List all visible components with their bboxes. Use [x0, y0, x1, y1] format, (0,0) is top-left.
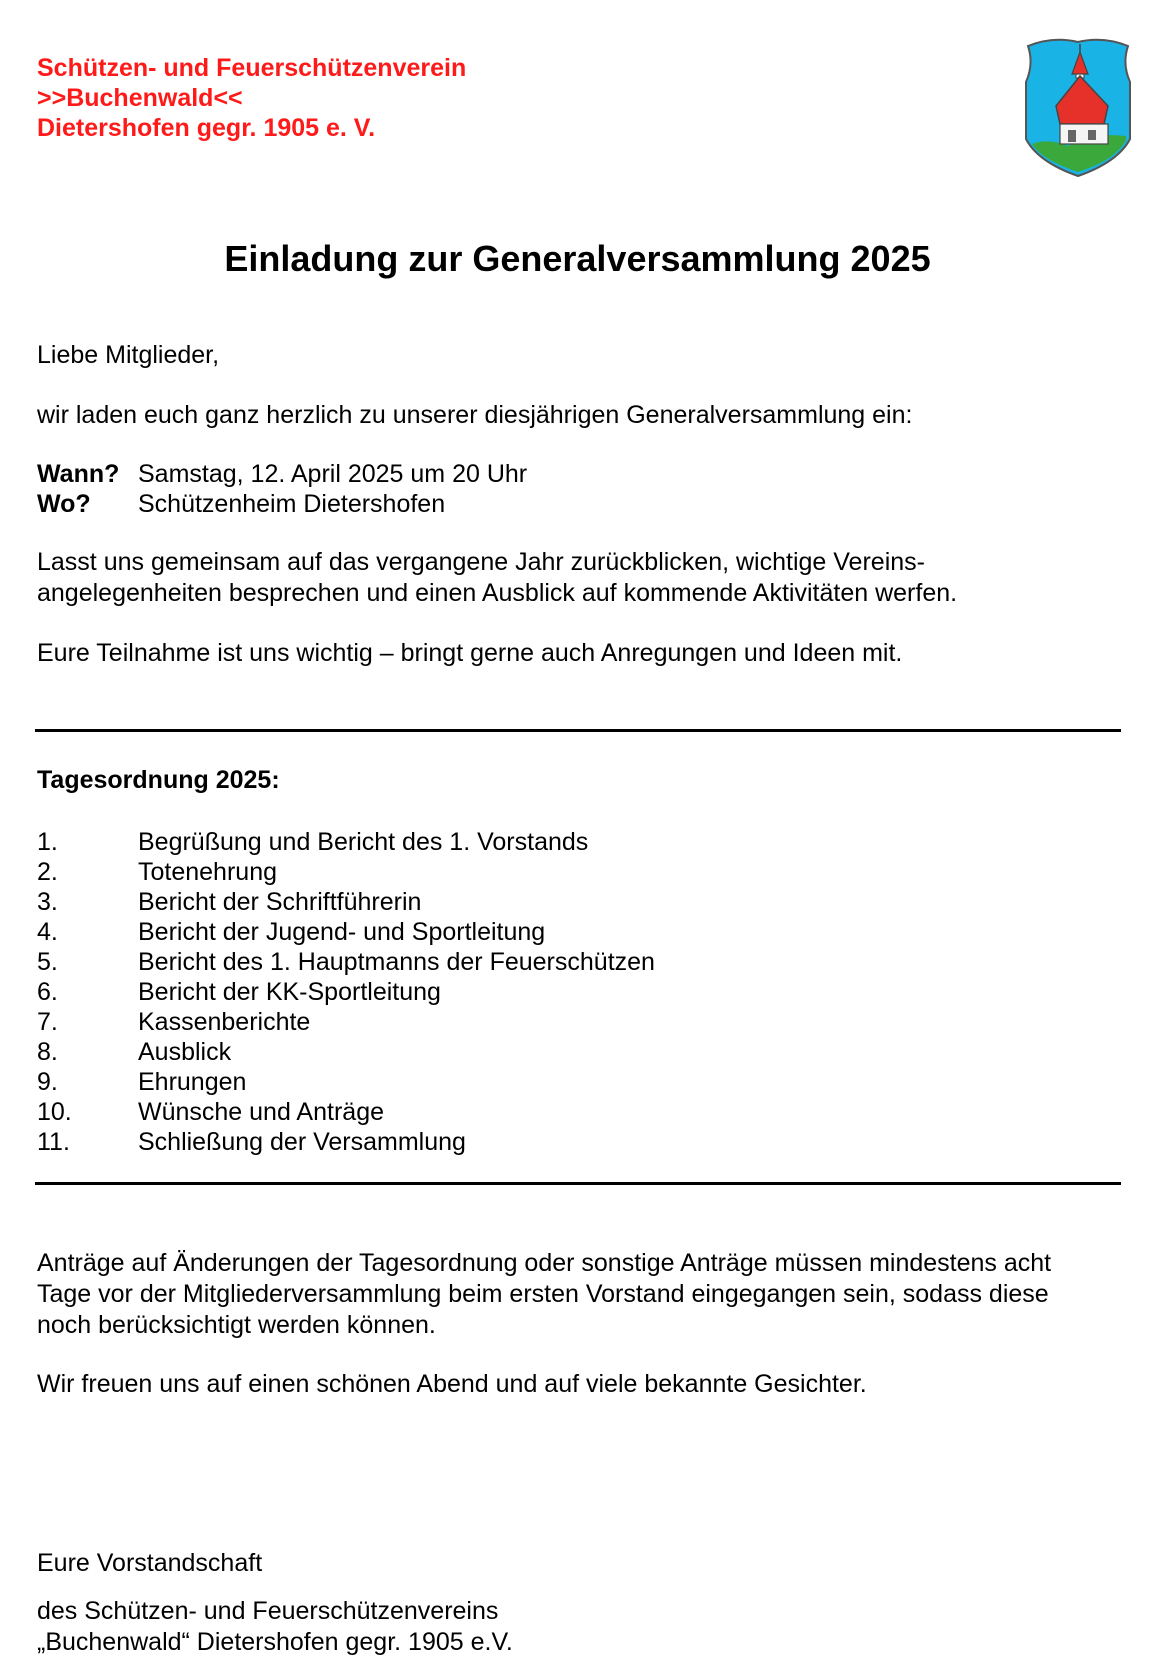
coat-of-arms-icon: [1018, 34, 1138, 182]
divider: [35, 1182, 1121, 1185]
agenda-item-text: Bericht des 1. Hauptmanns der Feuerschützen: [138, 948, 655, 976]
signature-block: [37, 1596, 513, 1658]
agenda-item-number: 11.: [37, 1128, 70, 1156]
agenda-item-text: Bericht der Jugend- und Sportleitung: [138, 918, 546, 946]
agenda-item-text: Schließung der Versammlung: [138, 1128, 466, 1156]
organization-name: Schützen- und Feuerschützenverein: [37, 54, 467, 82]
agenda-item-number: 3.: [37, 888, 58, 916]
where-label: Wo?: [37, 490, 91, 518]
agenda-item-number: 5.: [37, 948, 58, 976]
agenda-item-text: Ausblick: [138, 1038, 232, 1066]
when-value: Samstag, 12. April 2025 um 20 Uhr: [138, 460, 528, 488]
where-row: [37, 489, 527, 519]
agenda-item-number: 2.: [37, 858, 58, 886]
agenda-item-number: 10.: [37, 1098, 72, 1126]
agenda-item: [37, 1127, 655, 1157]
motions-line-2: Tage vor der Mitgliederversammlung beim ersten Vorstand eingegangen sein, sodass diese: [37, 1280, 1049, 1308]
agenda-item: [37, 1067, 655, 1097]
agenda-heading: Tagesordnung 2025:: [37, 766, 280, 794]
agenda-item-text: Totenehrung: [138, 858, 278, 886]
agenda-item-number: 1.: [37, 828, 58, 856]
divider: [35, 729, 1121, 732]
closing-text: Wir freuen uns auf einen schönen Abend und auf viele bekannte Gesichter.: [37, 1370, 867, 1398]
agenda-item-text: Wünsche und Anträge: [138, 1098, 384, 1126]
review-line-1: Lasst uns gemeinsam auf das vergangene Jahr zurückblicken, wichtige Vereins-: [37, 548, 925, 576]
organization-header: [37, 53, 466, 143]
signature-line-3: „Buchenwald“ Dietershofen gegr. 1905 e.V.: [37, 1628, 513, 1656]
agenda-item-number: 6.: [37, 978, 58, 1006]
agenda-list: [37, 827, 655, 1157]
motions-line-3: noch berücksichtigt werden können.: [37, 1311, 436, 1339]
agenda-item: [37, 1037, 655, 1067]
organization-subname: >>Buchenwald<<: [37, 84, 243, 112]
intro-text: wir laden euch ganz herzlich zu unserer diesjährigen Generalversammlung ein:: [37, 401, 913, 429]
motions-paragraph: [37, 1248, 1051, 1341]
agenda-item: [37, 827, 655, 857]
agenda-item: [37, 857, 655, 887]
agenda-item-text: Kassenberichte: [138, 1008, 311, 1036]
agenda-item: [37, 887, 655, 917]
event-details: [37, 459, 527, 519]
agenda-item: [37, 977, 655, 1007]
motions-line-1: Anträge auf Änderungen der Tagesordnung oder sonstige Anträge müssen mindestens acht: [37, 1249, 1052, 1277]
greeting: Liebe Mitglieder,: [37, 341, 220, 369]
agenda-item-text: Bericht der KK-Sportleitung: [138, 978, 441, 1006]
agenda-item: [37, 1097, 655, 1127]
signature-line-2: des Schützen- und Feuerschützenvereins: [37, 1597, 499, 1625]
when-label: Wann?: [37, 460, 120, 488]
review-paragraph: [37, 547, 957, 609]
agenda-item: [37, 1007, 655, 1037]
where-value: Schützenheim Dietershofen: [138, 490, 446, 518]
page-title: Einladung zur Generalversammlung 2025: [224, 238, 931, 279]
agenda-item-text: Ehrungen: [138, 1068, 247, 1096]
agenda-item-number: 8.: [37, 1038, 58, 1066]
when-row: [37, 459, 527, 489]
agenda-item-number: 7.: [37, 1008, 58, 1036]
signature-line-1: Eure Vorstandschaft: [37, 1549, 263, 1577]
agenda-item-number: 9.: [37, 1068, 58, 1096]
review-line-2: angelegenheiten besprechen und einen Ausblick auf kommende Aktivitäten werfen.: [37, 579, 958, 607]
agenda-item: [37, 947, 655, 977]
agenda-item-number: 4.: [37, 918, 58, 946]
participation-text: Eure Teilnahme ist uns wichtig – bringt gerne auch Anregungen und Ideen mit.: [37, 639, 903, 667]
agenda-item: [37, 917, 655, 947]
organization-location: Dietershofen gegr. 1905 e. V.: [37, 114, 376, 142]
agenda-item-text: Begrüßung und Bericht des 1. Vorstands: [138, 828, 589, 856]
agenda-item-text: Bericht der Schriftführerin: [138, 888, 422, 916]
